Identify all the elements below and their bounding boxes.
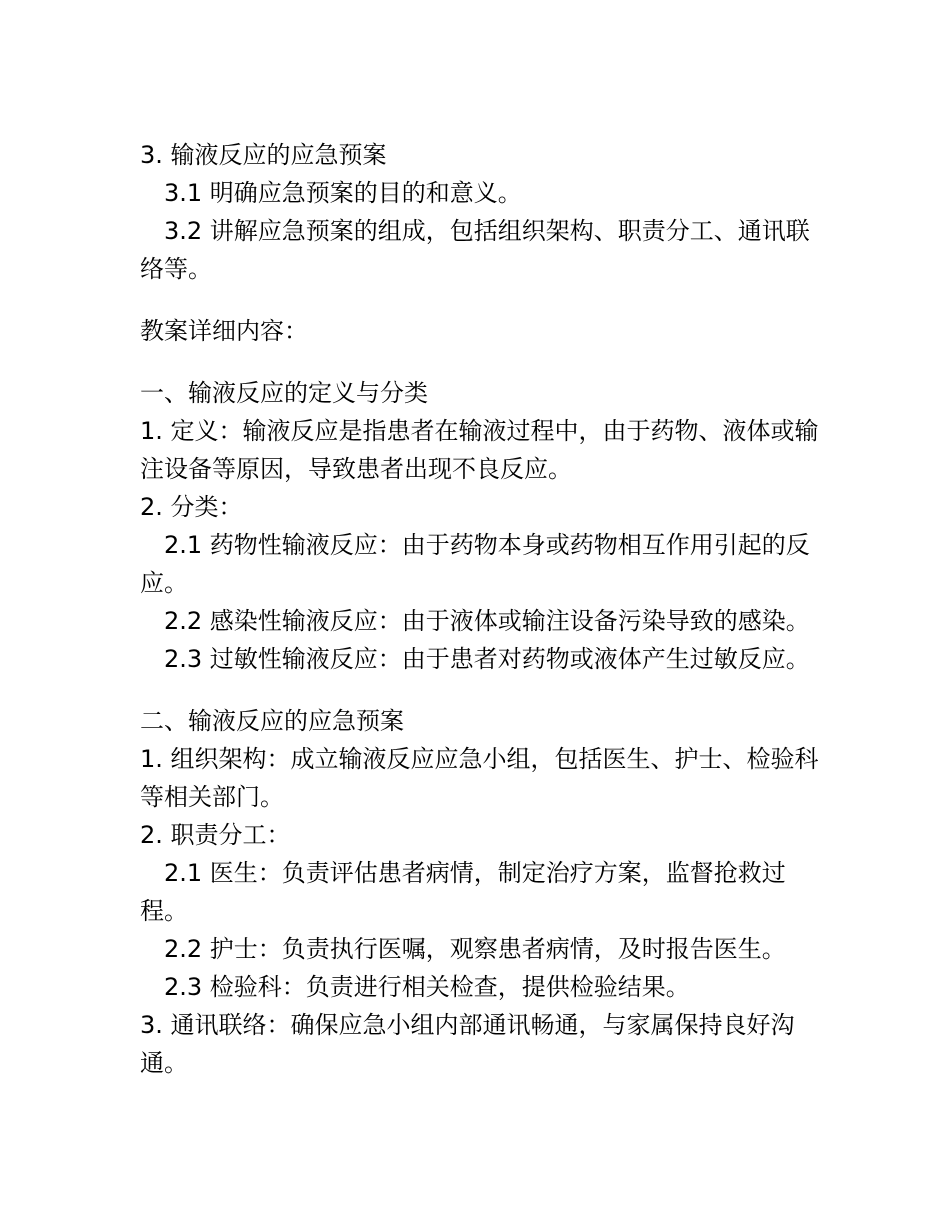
part-2-organization: 1. 组织架构：成立输液反应应急小组，包括医生、护士、检验科等相关部门。 — [140, 745, 819, 811]
part-1-definition: 1. 定义：输液反应是指患者在输液过程中，由于药物、液体或输注设备等原因，导致患者出现不良反应。 — [140, 417, 819, 483]
document-body — [140, 136, 820, 1082]
part-1-item-2-1: 2.1 药物性输液反应：由于药物本身或药物相互作用引起的反应。 — [140, 531, 810, 597]
part-2-communication: 3. 通讯联络：确保应急小组内部通讯畅通，与家属保持良好沟通。 — [140, 1011, 795, 1077]
part-1-item-2-3: 2.3 过敏性输液反应：由于患者对药物或液体产生过敏反应。 — [164, 645, 810, 673]
part-1-heading: 一、输液反应的定义与分类 — [140, 379, 428, 407]
section-3-2-text: 3.2 讲解应急预案的组成，包括组织架构、职责分工、通讯联络等。 — [140, 217, 810, 283]
part-1-classification: 2. 分类： — [140, 493, 243, 521]
part-2-heading: 二、输液反应的应急预案 — [140, 707, 404, 735]
section-3-1-text: 3.1 明确应急预案的目的和意义。 — [164, 179, 522, 207]
part-2-duties: 2. 职责分工： — [140, 821, 291, 849]
section-3-heading: 3. 输液反应的应急预案 — [140, 141, 387, 169]
part-2-item-2-3: 2.3 检验科：负责进行相关检查，提供检验结果。 — [164, 973, 690, 1001]
part-1-item-2-2: 2.2 感染性输液反应：由于液体或输注设备污染导致的感染。 — [164, 607, 810, 635]
part-2-item-2-2: 2.2 护士：负责执行医嘱，观察患者病情，及时报告医生。 — [164, 935, 786, 963]
part-2-item-2-1: 2.1 医生：负责评估患者病情，制定治疗方案，监督抢救过程。 — [140, 859, 786, 925]
details-title: 教案详细内容： — [140, 317, 308, 345]
